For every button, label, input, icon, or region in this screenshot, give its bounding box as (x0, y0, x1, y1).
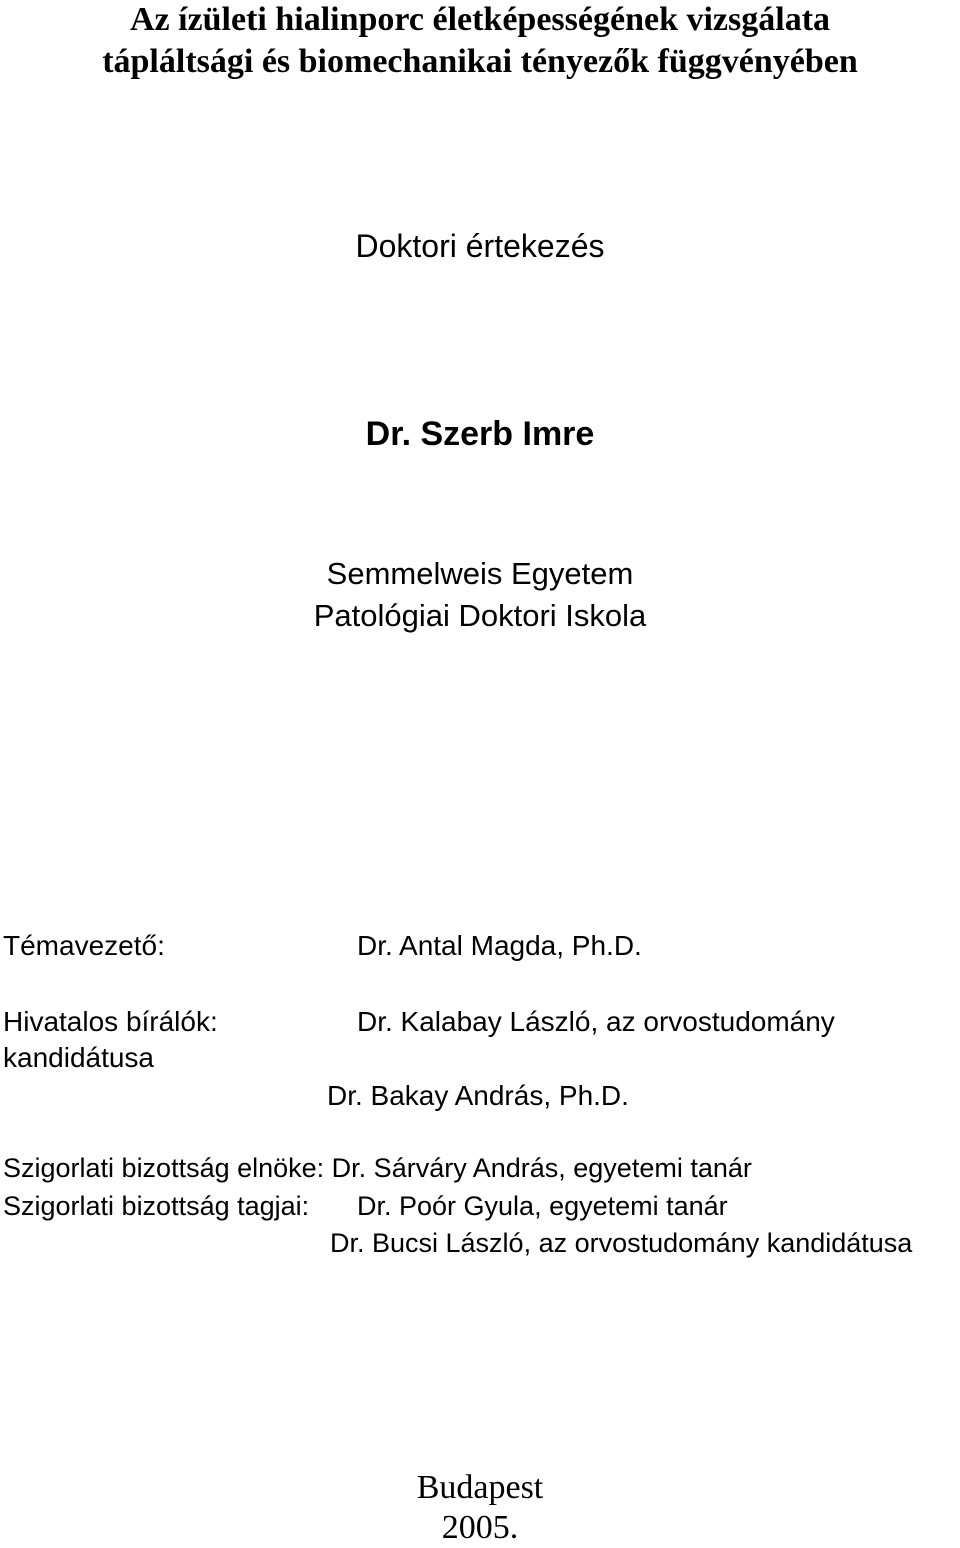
thesis-title-line-1: Az ízületi hialinporc életképességének vizsgálata (129, 1, 831, 38)
committee-members-label: Szigorlati bizottság tagjai: (3, 1191, 310, 1221)
doctoral-school-name: Patológiai Doktori Iskola (313, 598, 647, 633)
city: Budapest (416, 1469, 544, 1506)
committee-member-2: Dr. Bucsi László, az orvostudomány kandidátusa (330, 1228, 913, 1258)
university-name: Semmelweis Egyetem (326, 556, 634, 591)
supervisor-label: Témavezető: (3, 930, 165, 961)
supervisor-name: Dr. Antal Magda, Ph.D. (357, 930, 642, 961)
reviewer-1-continued: kandidátusa (3, 1042, 155, 1073)
committee-chair: Szigorlati bizottság elnöke: Dr. Sárváry András, egyetemi tanár (3, 1153, 752, 1183)
committee-member-1: Dr. Poór Gyula, egyetemi tanár (357, 1191, 728, 1221)
document-type: Doktori értekezés (355, 228, 605, 264)
reviewer-2: Dr. Bakay András, Ph.D. (327, 1080, 629, 1111)
reviewer-1: Dr. Kalabay László, az orvostudomány (357, 1006, 835, 1037)
reviewers-label: Hivatalos bírálók: (3, 1006, 218, 1037)
thesis-title-line-2: tápláltsági és biomechanikai tényezők függvényében (102, 43, 858, 80)
author-name: Dr. Szerb Imre (365, 415, 595, 453)
year: 2005. (441, 1509, 519, 1546)
